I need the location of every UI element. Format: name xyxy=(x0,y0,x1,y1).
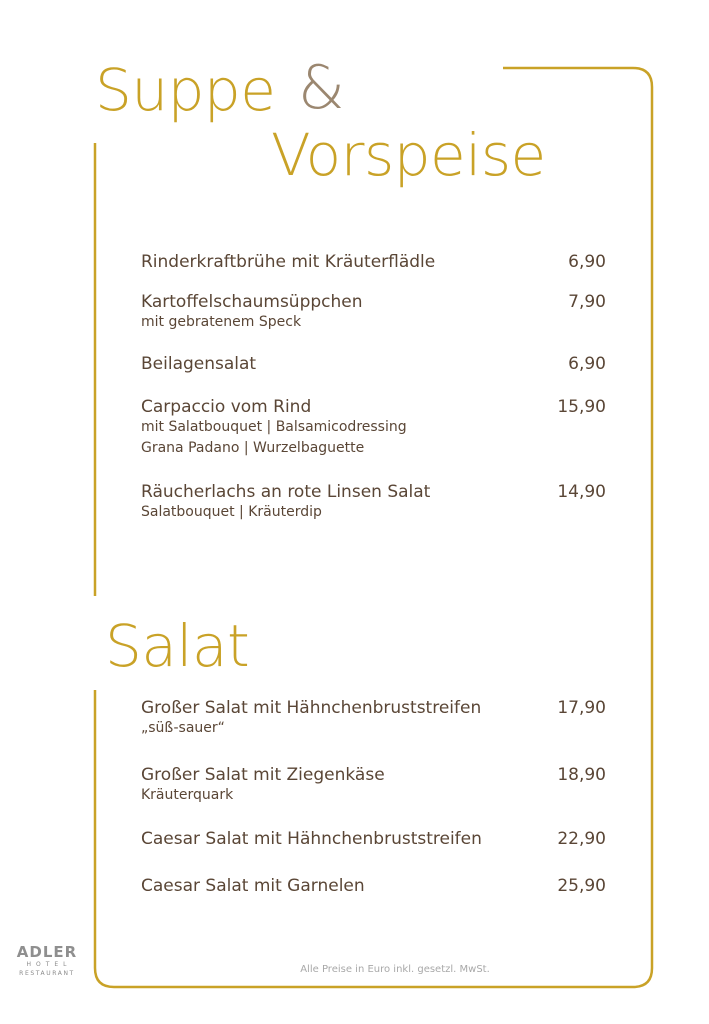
item-price: 25,90 xyxy=(557,876,606,896)
menu-item xyxy=(141,876,606,896)
heading-suppe: Suppe xyxy=(95,56,276,124)
item-description: mit Salatbouquet | Balsamicodressing xyxy=(141,419,407,435)
item-name: Beilagensalat xyxy=(141,354,257,374)
logo-restaurant-text: RESTAURANT xyxy=(19,970,75,977)
item-name: Caesar Salat mit Garnelen xyxy=(141,876,365,896)
item-name: Großer Salat mit Ziegenkäse xyxy=(141,765,385,785)
logo-hotel-text: HOTEL xyxy=(26,961,72,968)
menu-item xyxy=(141,354,606,374)
menu-item xyxy=(141,765,606,806)
item-description: mit gebratenem Speck xyxy=(141,314,302,330)
item-price: 7,90 xyxy=(568,292,606,312)
menu-item xyxy=(141,829,606,849)
adler-logo xyxy=(10,944,84,978)
item-price: 14,90 xyxy=(557,482,606,502)
item-name: Räucherlachs an rote Linsen Salat xyxy=(141,482,431,502)
item-name: Caesar Salat mit Hähnchenbruststreifen xyxy=(141,829,482,849)
item-description: Kräuterquark xyxy=(141,787,234,803)
price-footnote: Alle Preise in Euro inkl. gesetzl. MwSt. xyxy=(300,964,490,975)
item-price: 17,90 xyxy=(557,698,606,718)
menu-item xyxy=(141,292,606,333)
heading-vorspeise: Vorspeise xyxy=(271,121,546,189)
item-price: 15,90 xyxy=(557,397,606,417)
item-price: 22,90 xyxy=(557,829,606,849)
menu-item xyxy=(141,482,606,523)
item-name: Kartoffelschaumsüppchen xyxy=(141,292,363,312)
logo-main-text: ADLER xyxy=(16,943,78,961)
heading-salat: Salat xyxy=(105,612,250,680)
item-name: Großer Salat mit Hähnchenbruststreifen xyxy=(141,698,482,718)
item-price: 6,90 xyxy=(568,354,606,374)
menu-item xyxy=(141,698,606,739)
heading-ampersand: & xyxy=(298,53,345,123)
item-price: 6,90 xyxy=(568,252,606,272)
frame-border-right-bottom xyxy=(95,68,652,987)
item-price: 18,90 xyxy=(557,765,606,785)
item-name: Carpaccio vom Rind xyxy=(141,397,312,417)
item-description: Salatbouquet | Kräuterdip xyxy=(141,504,322,520)
menu-item xyxy=(141,397,606,459)
item-name: Rinderkraftbrühe mit Kräuterflädle xyxy=(141,252,436,272)
menu-item xyxy=(141,252,606,272)
item-description: Grana Padano | Wurzelbaguette xyxy=(141,440,365,456)
item-description: „süß-sauer“ xyxy=(141,720,225,736)
